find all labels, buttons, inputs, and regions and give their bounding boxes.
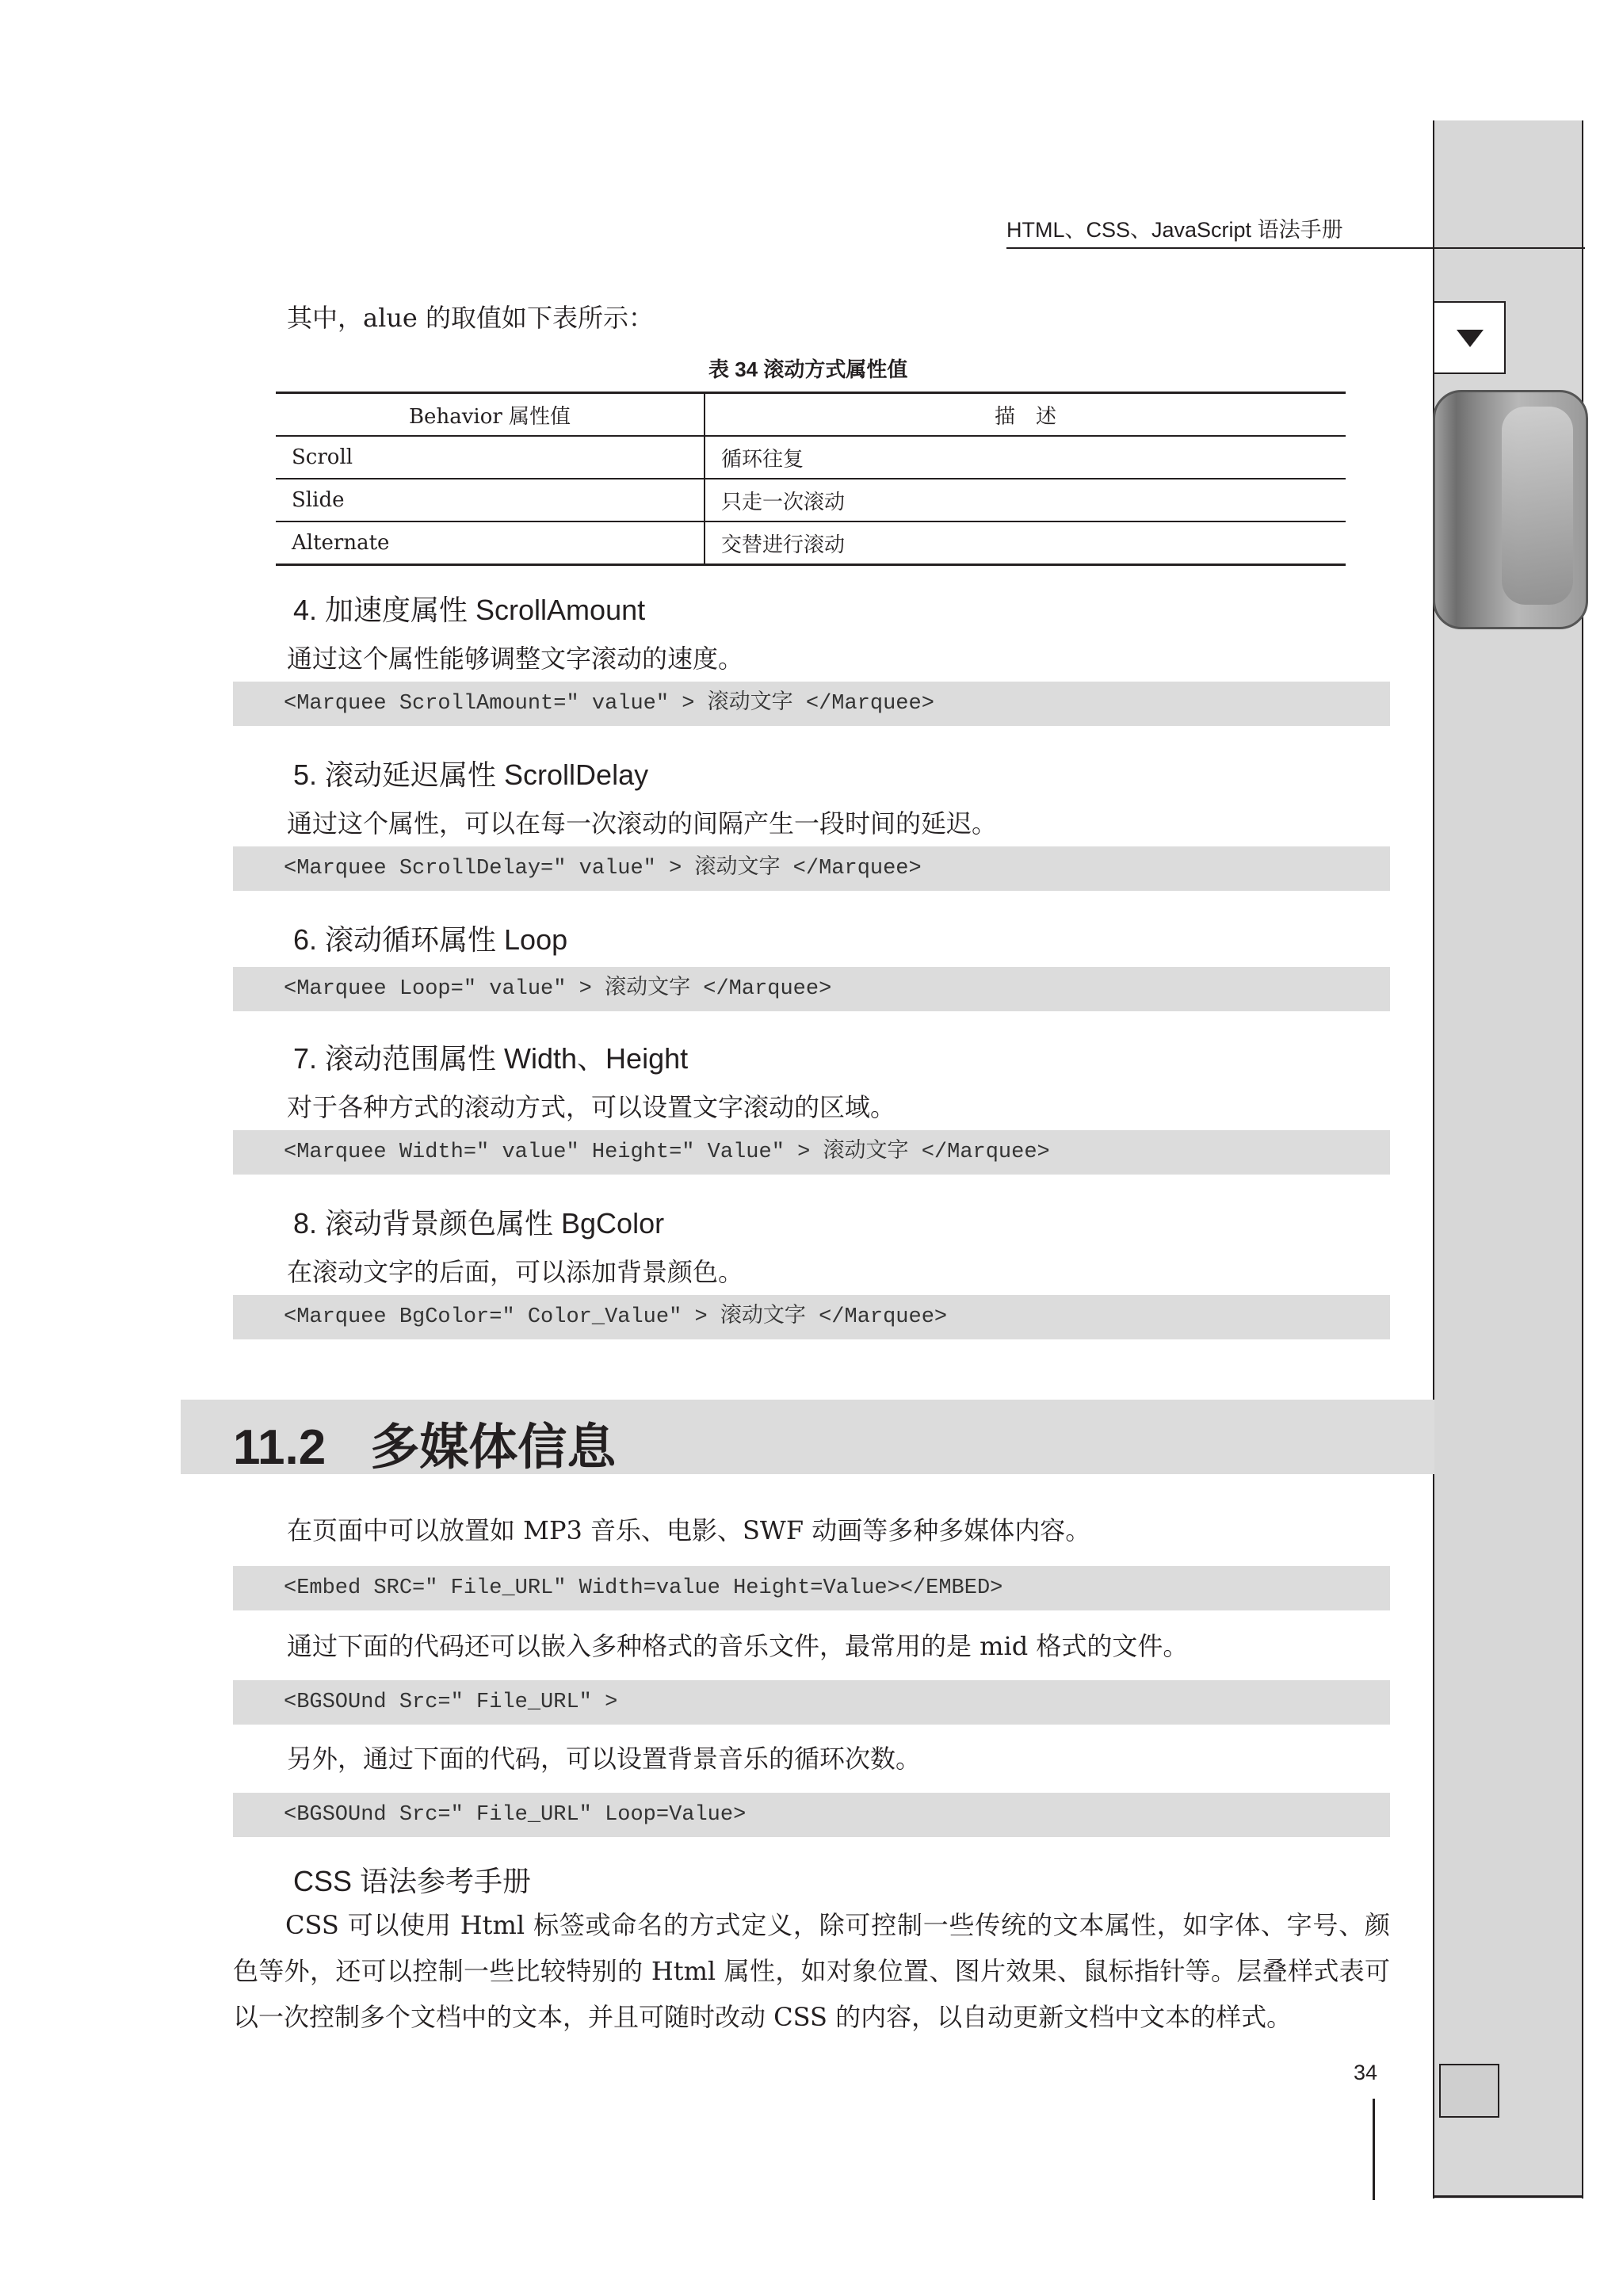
section-heading: 4. 加速度属性 ScrollAmount xyxy=(293,594,646,626)
section-text: 对于各种方式的滚动方式，可以设置文字滚动的区域。 xyxy=(287,1092,896,1122)
table-row xyxy=(276,479,1346,521)
section-number: 11.2 xyxy=(233,1420,327,1475)
code-block: <Marquee Width=" value" Height=" Value" > 滚动文字 </Marquee> xyxy=(233,1130,1390,1175)
side-tab-rule xyxy=(1433,2195,1583,2198)
css-ref-paragraph: CSS 可以使用 Html 标签或命名的方式定义，除可控制一些传统的文本属性，如字体、字号、颜色等外，还可以控制一些比较特别的 Html 属性，如对象位置、图片效果、鼠标指针等。层叠样式表可以一次控制多个文档中的文本，并且可随时改动 CSS 的内容，以自动更新文档中文本的样式。 xyxy=(233,1910,1390,2032)
table-cell: Scroll xyxy=(276,436,705,479)
page-number: 34 xyxy=(1354,2061,1378,2084)
multimedia-text: 另外，通过下面的代码，可以设置背景音乐的循环次数。 xyxy=(287,1744,922,1774)
code-block: <Marquee Loop=" value" > 滚动文字 </Marquee> xyxy=(233,967,1390,1011)
table-cell: 只走一次滚动 xyxy=(705,479,1346,521)
table-cell: Alternate xyxy=(276,521,705,565)
page-number-rule xyxy=(1373,2099,1375,2200)
intro-text: 其中，alue 的取值如下表所示： xyxy=(287,303,655,333)
column-header: 描 述 xyxy=(705,393,1346,437)
table-row xyxy=(276,436,1346,479)
page-marker-box xyxy=(1439,2064,1499,2118)
section-title xyxy=(233,1408,616,1478)
code-block: <BGSOUnd Src=" File_URL" > xyxy=(233,1680,1390,1725)
column-header: Behavior 属性值 xyxy=(276,393,705,437)
table-header-row xyxy=(276,393,1346,437)
table-cell: 循环往复 xyxy=(705,436,1346,479)
table-row xyxy=(276,521,1346,565)
code-block: <Embed SRC=" File_URL" Width=value Height=Value></EMBED> xyxy=(233,1566,1390,1610)
down-arrow-icon xyxy=(1433,301,1506,374)
section-text: 在滚动文字的后面，可以添加背景颜色。 xyxy=(287,1257,744,1287)
header-rule xyxy=(1006,247,1585,249)
section-heading: 5. 滚动延迟属性 ScrollDelay xyxy=(293,758,649,791)
table-cell: Slide xyxy=(276,479,705,521)
section-text: 通过这个属性能够调整文字滚动的速度。 xyxy=(287,644,744,674)
bookmark-tab xyxy=(1433,390,1588,629)
code-block: <Marquee ScrollDelay=" value" > 滚动文字 </Marquee> xyxy=(233,846,1390,891)
code-block: <Marquee BgColor=" Color_Value" > 滚动文字 </Marquee> xyxy=(233,1295,1390,1339)
section-heading: 6. 滚动循环属性 Loop xyxy=(293,923,568,956)
table-caption: 表 34 滚动方式属性值 xyxy=(708,357,908,381)
section-title-text: 多媒体信息 xyxy=(370,1420,617,1475)
behavior-table xyxy=(276,392,1346,566)
code-block: <Marquee ScrollAmount=" value" > 滚动文字 </Marquee> xyxy=(233,682,1390,726)
section-text: 通过这个属性，可以在每一次滚动的间隔产生一段时间的延迟。 xyxy=(287,808,998,839)
section-heading: 8. 滚动背景颜色属性 BgColor xyxy=(293,1207,665,1240)
section-heading: 7. 滚动范围属性 Width、Height xyxy=(293,1042,689,1075)
css-ref-heading: CSS 语法参考手册 xyxy=(293,1865,532,1897)
multimedia-text: 在页面中可以放置如 MP3 音乐、电影、SWF 动画等多种多媒体内容。 xyxy=(287,1515,1091,1545)
table-cell: 交替进行滚动 xyxy=(705,521,1346,565)
code-block: <BGSOUnd Src=" File_URL" Loop=Value> xyxy=(233,1793,1390,1837)
running-header: HTML、CSS、JavaScript 语法手册 xyxy=(1006,218,1343,242)
multimedia-text: 通过下面的代码还可以嵌入多种格式的音乐文件，最常用的是 mid 格式的文件。 xyxy=(287,1631,1189,1661)
